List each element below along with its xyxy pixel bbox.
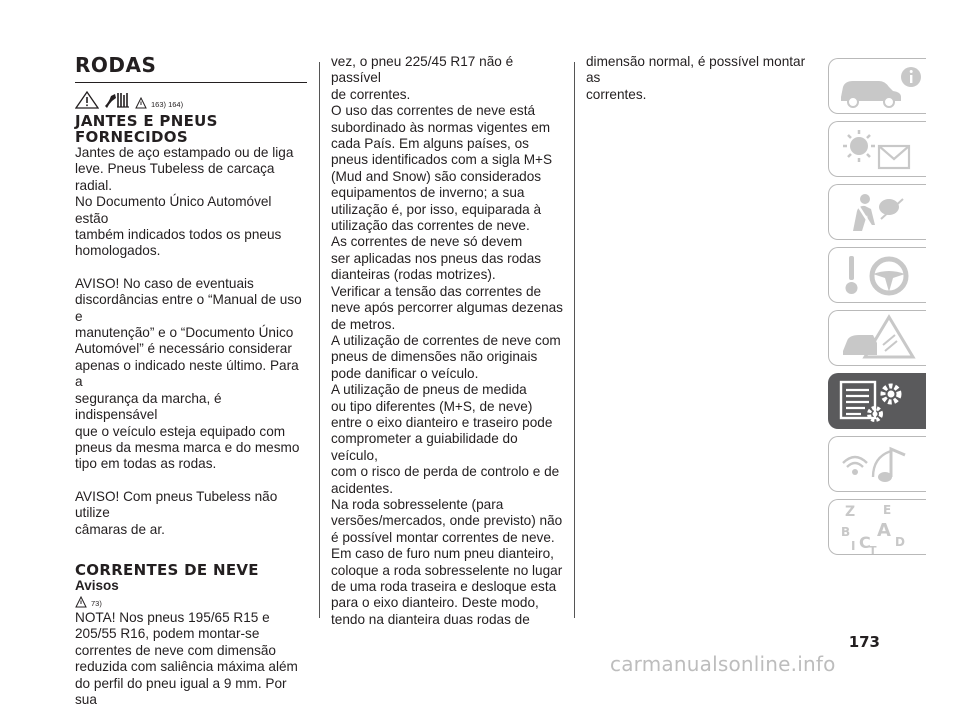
section-title-line-2: FORNECIDOS [75,128,188,146]
tab-safety[interactable] [828,184,926,240]
text-line: ser aplicadas nos pneus das rodas [331,250,542,266]
text-line: 205/55 R16, podem montar-se [75,626,260,642]
text-line: As correntes de neve só devem [331,234,523,250]
emergency-triangle-icon [829,311,927,367]
page-title: RODAS [75,54,307,83]
text-line: Automóvel” é necessário considerar [75,341,292,357]
text-line: apenas o indicado neste último. Para a [75,357,299,390]
text-line: também indicados todos os pneus [75,227,282,243]
text-line: tendo na dianteira duas rodas de [331,611,530,627]
tab-maintenance[interactable] [828,373,926,429]
text-line: de correntes. [331,86,411,102]
text-line: de metros. [331,316,396,332]
text-line: A utilização de pneus de medida [331,382,527,398]
text-line: ou tipo diferentes (M+S, de neve) [331,398,533,414]
index-letter: E [883,503,892,517]
text-line: utilização é, por isso, equiparada à [331,201,542,217]
text-line: para o eixo dianteiro. Deste modo, [331,595,539,611]
text-line: é possível montar correntes de neve. [331,529,555,545]
text-line: equipamentos de inverno; a sua [331,185,525,201]
text-line: AVISO! No caso de eventuais [75,275,254,291]
text-line: dimensão normal, é possível montar as [586,54,806,86]
text-line: versões/mercados, onde previsto) não [331,513,563,529]
text-line: Verificar a tensão das correntes de [331,283,542,299]
lights-message-icon [829,122,927,178]
paragraph-aviso-2 [75,489,307,538]
column-2 [331,54,563,628]
column-1 [75,54,307,708]
tab-emergency[interactable] [828,310,926,366]
warning-references: 163) 164) [151,100,184,109]
text-line: que o veículo esteja equipado com [75,423,286,439]
text-line: câmaras de ar. [75,521,165,537]
text-line: neve após percorrer algumas dezenas [331,300,563,316]
tab-multimedia[interactable] [828,436,926,492]
index-letter: I [851,539,856,553]
column-divider-1 [319,62,320,618]
text-line: segurança da marcha, é indispensável [75,390,222,423]
index-letter: Z [845,504,856,520]
text-line: subordinado às normas vigentes em [331,119,551,135]
tab-car-info[interactable] [828,58,926,114]
text-line: coloque a roda sobresselente no lugar [331,562,563,578]
text-line: do perfil do pneu igual a 9 mm. Por sua [75,675,287,707]
watermark: carmanualsonline.info [610,652,836,676]
caution-icon [135,97,147,109]
warning-row-2 [75,594,307,608]
subsection-title-avisos: Avisos [75,577,119,593]
text-line: Jantes de aço estampado ou de liga [75,145,294,160]
column-3 [586,54,818,103]
text-line: homologados. [75,243,161,259]
text-line: correntes. [586,86,647,102]
warning-reference: 73) [91,598,102,608]
text-line: A utilização de correntes de neve com [331,332,561,348]
text-line: vez, o pneu 225/45 R17 não é passível [331,54,514,86]
text-line: O uso das correntes de neve está [331,103,536,119]
text-line: pneus da mesma marca e do mesmo [75,439,300,455]
alphabetical-index-icon [829,500,927,556]
index-letter: B [841,525,851,539]
text-line: utilização das correntes de neve. [331,218,530,234]
text-line: pode danificar o veículo. [331,365,479,381]
caution-icon [75,596,87,608]
tab-lights-messages[interactable] [828,121,926,177]
warning-row [75,89,307,109]
text-line: cada País. Em alguns países, os [331,136,529,152]
text-line: NOTA! Nos pneus 195/65 R15 e [75,609,270,625]
text-line: manutenção” e o “Documento Único [75,325,294,341]
section-title-line-1: JANTES E PNEUS [75,112,218,130]
text-line: tipo em todas as rodas. [75,456,217,472]
paragraph-jantes [75,145,307,260]
text-line: pneus de dimensões não originais [331,349,538,365]
paragraph-aviso-1 [75,276,307,473]
tab-starting-driving[interactable] [828,247,926,303]
column-divider-2 [574,62,575,618]
chapter-tabs [828,58,928,562]
section-title-correntes: CORRENTES DE NEVE [75,560,259,579]
text-line: entre o eixo dianteiro e traseiro pode [331,414,553,430]
index-letter: A [877,520,891,541]
key-steering-wheel-icon [829,248,927,304]
text-line: AVISO! Com pneus Tubeless não utilize [75,488,278,521]
text-line: de uma roda traseira e desloque esta [331,579,557,594]
text-line: leve. Pneus Tubeless de carcaça radial. [75,161,275,193]
section-title-jantes [75,113,307,145]
text-line: reduzida com saliência máxima além [75,659,298,675]
text-line: discordâncias entre o “Manual de uso e [75,292,302,324]
tab-index[interactable] [828,499,926,555]
airbag-seatbelt-icon [829,185,927,241]
paragraph-nota [75,610,307,708]
warning-icon [75,91,99,109]
index-letter: D [895,535,905,549]
text-line: com o risco de perda de controlo e de [331,464,560,480]
text-line: acidentes. [331,480,393,496]
index-letter: T [869,544,877,556]
car-info-icon [829,59,927,115]
text-line: No Documento Único Automóvel estão [75,194,272,226]
text-line: pneus identificados com a sigla M+S [331,152,553,168]
paragraph-column-3 [586,54,818,103]
page-number: 173 [848,633,880,651]
text-line: comprometer a guiabilidade do veículo, [331,431,518,463]
text-line: Na roda sobresselente (para [331,496,504,512]
text-line: correntes de neve com dimensão [75,642,276,658]
text-line: (Mud and Snow) são considerados [331,168,542,184]
text-line: Em caso de furo num pneu dianteiro, [331,546,554,562]
manual-wrench-icon [103,91,131,109]
technical-data-gears-icon [829,374,927,430]
paragraph-column-2 [331,54,563,628]
text-line: dianteiras (rodas motrizes). [331,267,496,283]
multimedia-icon [829,437,927,493]
index-letter: C [859,533,871,552]
